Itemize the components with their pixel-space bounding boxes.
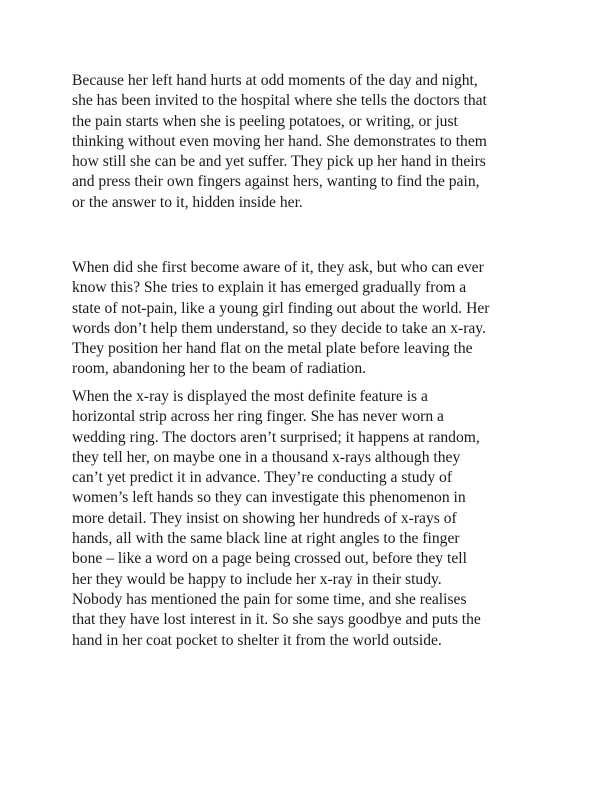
text-line: When the x-ray is displayed the most definite feature is a bbox=[72, 388, 428, 405]
text-line: they tell her, on maybe one in a thousand x-rays although they bbox=[72, 448, 461, 466]
text-line: how still she can be and yet suffer. They pick up her hand in theirs bbox=[72, 153, 486, 171]
text-line: thinking without even moving her hand. She demonstrates to them bbox=[72, 132, 487, 150]
paragraph-2 bbox=[72, 258, 542, 380]
text-line: more detail. They insist on showing her hundreds of x-rays of bbox=[72, 509, 457, 527]
text-line: bone – like a word on a page being crossed out, before they tell bbox=[72, 550, 467, 568]
paragraph-3 bbox=[72, 387, 542, 651]
text-line: can’t yet predict it in advance. They’re conducting a study of bbox=[72, 469, 453, 487]
text-line: hand in her coat pocket to shelter it from the world outside. bbox=[72, 631, 442, 649]
text-line: wedding ring. The doctors aren’t surprised; it happens at random, bbox=[72, 428, 480, 446]
paragraph-1 bbox=[72, 71, 542, 213]
text-line: she has been invited to the hospital where she tells the doctors that bbox=[72, 92, 487, 110]
text-line: horizontal strip across her ring finger. She has never worn a bbox=[72, 408, 444, 426]
text-line: They position her hand flat on the metal plate before leaving the bbox=[72, 340, 473, 358]
text-line: words don’t help them understand, so they decide to take an x-ray. bbox=[72, 319, 486, 337]
text-line: and press their own fingers against hers, wanting to find the pain, bbox=[72, 173, 480, 191]
text-line: her they would be happy to include her x-ray in their study. bbox=[72, 570, 442, 588]
text-line: or the answer to it, hidden inside her. bbox=[72, 193, 303, 211]
text-line: know this? She tries to explain it has emerged gradually from a bbox=[72, 279, 467, 297]
text-line: room, abandoning her to the beam of radiation. bbox=[72, 360, 367, 378]
text-line: hands, all with the same black line at right angles to the finger bbox=[72, 530, 460, 548]
text-line: When did she first become aware of it, they ask, but who can ever bbox=[72, 259, 484, 276]
text-line: that they have lost interest in it. So she says goodbye and puts the bbox=[72, 611, 481, 629]
text-line: women’s left hands so they can investigate this phenomenon in bbox=[72, 489, 466, 507]
text-line: Nobody has mentioned the pain for some time, and she realises bbox=[72, 590, 467, 608]
text-line: the pain starts when she is peeling potatoes, or writing, or just bbox=[72, 112, 458, 130]
text-line: state of not-pain, like a young girl finding out about the world. Her bbox=[72, 299, 490, 317]
text-line: Because her left hand hurts at odd moments of the day and night, bbox=[72, 72, 478, 89]
